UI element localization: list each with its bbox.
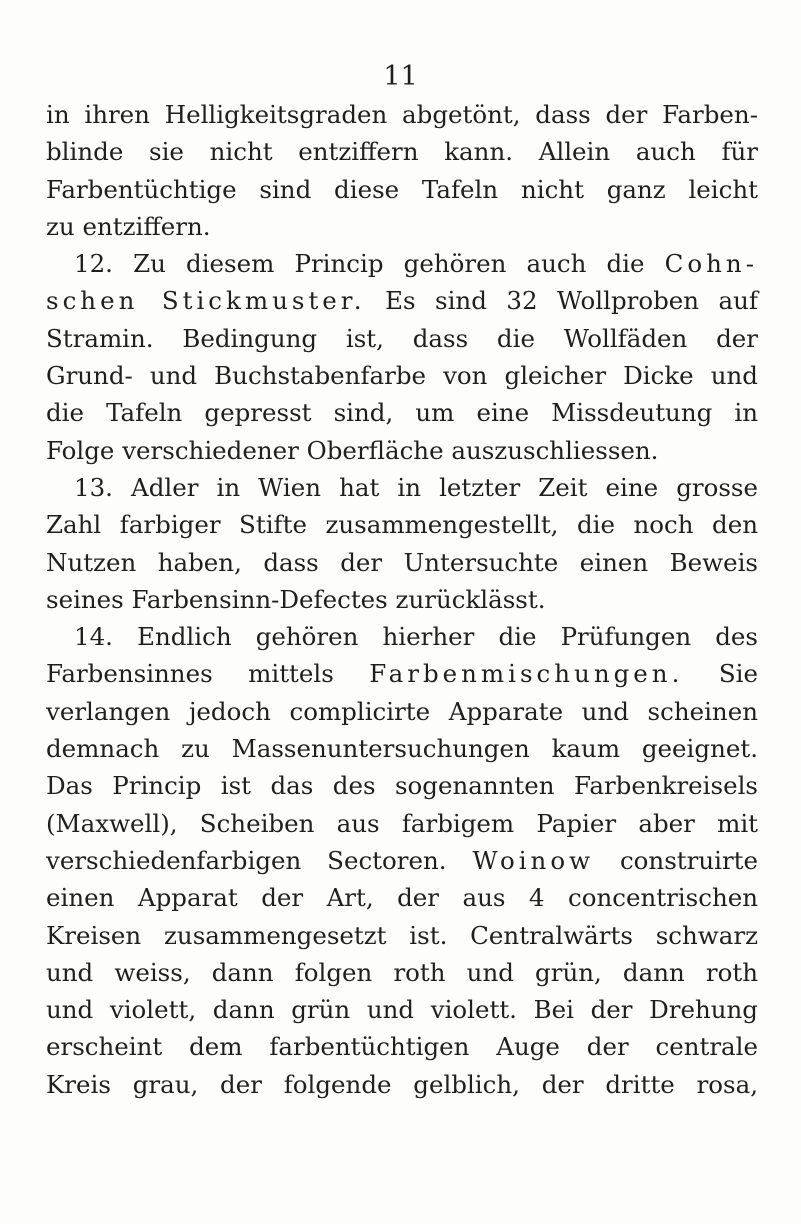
text-line: Zahl farbiger Stifte zusammengestellt, die noch den xyxy=(46,510,758,540)
text-segment: construirte xyxy=(594,845,759,875)
text-segment: 12. Zu diesem Princip gehören auch die xyxy=(74,249,665,279)
text-line: Kreis grau, der folgende gelblich, der dritte rosa, xyxy=(46,1069,758,1099)
emphasized-name: Woinow xyxy=(472,845,595,875)
text-line: die Tafeln gepresst sind, um eine Missdeutung in xyxy=(46,398,758,428)
text-line: einen Apparat der Art, der aus 4 concentrischen xyxy=(46,883,758,913)
body-text xyxy=(46,96,758,1103)
text-line: verlangen jedoch complicirte Apparate und scheinen xyxy=(46,696,758,726)
text-line: blinde sie nicht entziffern kann. Allein auch für xyxy=(46,137,758,167)
text-line: demnach zu Massenuntersuchungen kaum geeignet. xyxy=(46,734,758,764)
text-line: Das Princip ist das des sogenannten Farbenkreisels xyxy=(46,771,758,801)
text-line: und violett, dann grün und violett. Bei der Drehung xyxy=(46,995,758,1025)
text-line: zu entziffern. xyxy=(46,211,211,241)
text-segment: Farbensinnes mittels xyxy=(46,659,370,689)
text-line: 14. Endlich gehören hierher die Prüfungen des xyxy=(74,622,758,652)
text-line: (Maxwell), Scheiben aus farbigem Papier aber mit xyxy=(46,808,758,838)
page-number: 11 xyxy=(383,61,418,92)
text-line: erscheint dem farbentüchtigen Auge der centrale xyxy=(46,1032,758,1062)
text-line xyxy=(46,655,758,692)
emphasized-term: Farbenmischungen. xyxy=(369,659,684,689)
text-segment: Es sind 32 Wollproben auf xyxy=(365,286,758,316)
text-segment: Sie xyxy=(683,659,758,689)
emphasized-term: schen Stickmuster. xyxy=(46,286,366,316)
text-line: in ihren Helligkeitsgraden abgetönt, dass der Farben- xyxy=(46,100,758,129)
text-line: und weiss, dann folgen roth und grün, dann roth xyxy=(46,957,758,987)
text-line: seines Farbensinn-Defectes zurücklässt. xyxy=(46,584,546,614)
text-line: Farbentüchtige sind diese Tafeln nicht ganz leicht xyxy=(46,174,758,204)
text-line xyxy=(46,245,758,282)
text-line: Nutzen haben, dass der Untersuchte einen Beweis xyxy=(46,547,758,577)
emphasized-name: Cohn- xyxy=(664,249,758,279)
text-line: Folge verschiedener Oberfläche auszuschliessen. xyxy=(46,435,659,465)
text-line xyxy=(46,842,758,879)
text-line: 13. Adler in Wien hat in letzter Zeit eine grosse xyxy=(74,472,758,502)
text-line: Stramin. Bedingung ist, dass die Wollfäden der xyxy=(46,323,758,353)
text-line xyxy=(46,282,758,319)
text-segment: verschiedenfarbigen Sectoren. xyxy=(46,845,473,875)
text-line: Kreisen zusammengesetzt ist. Centralwärts schwarz xyxy=(46,920,758,950)
text-line: Grund- und Buchstabenfarbe von gleicher Dicke und xyxy=(46,361,758,391)
